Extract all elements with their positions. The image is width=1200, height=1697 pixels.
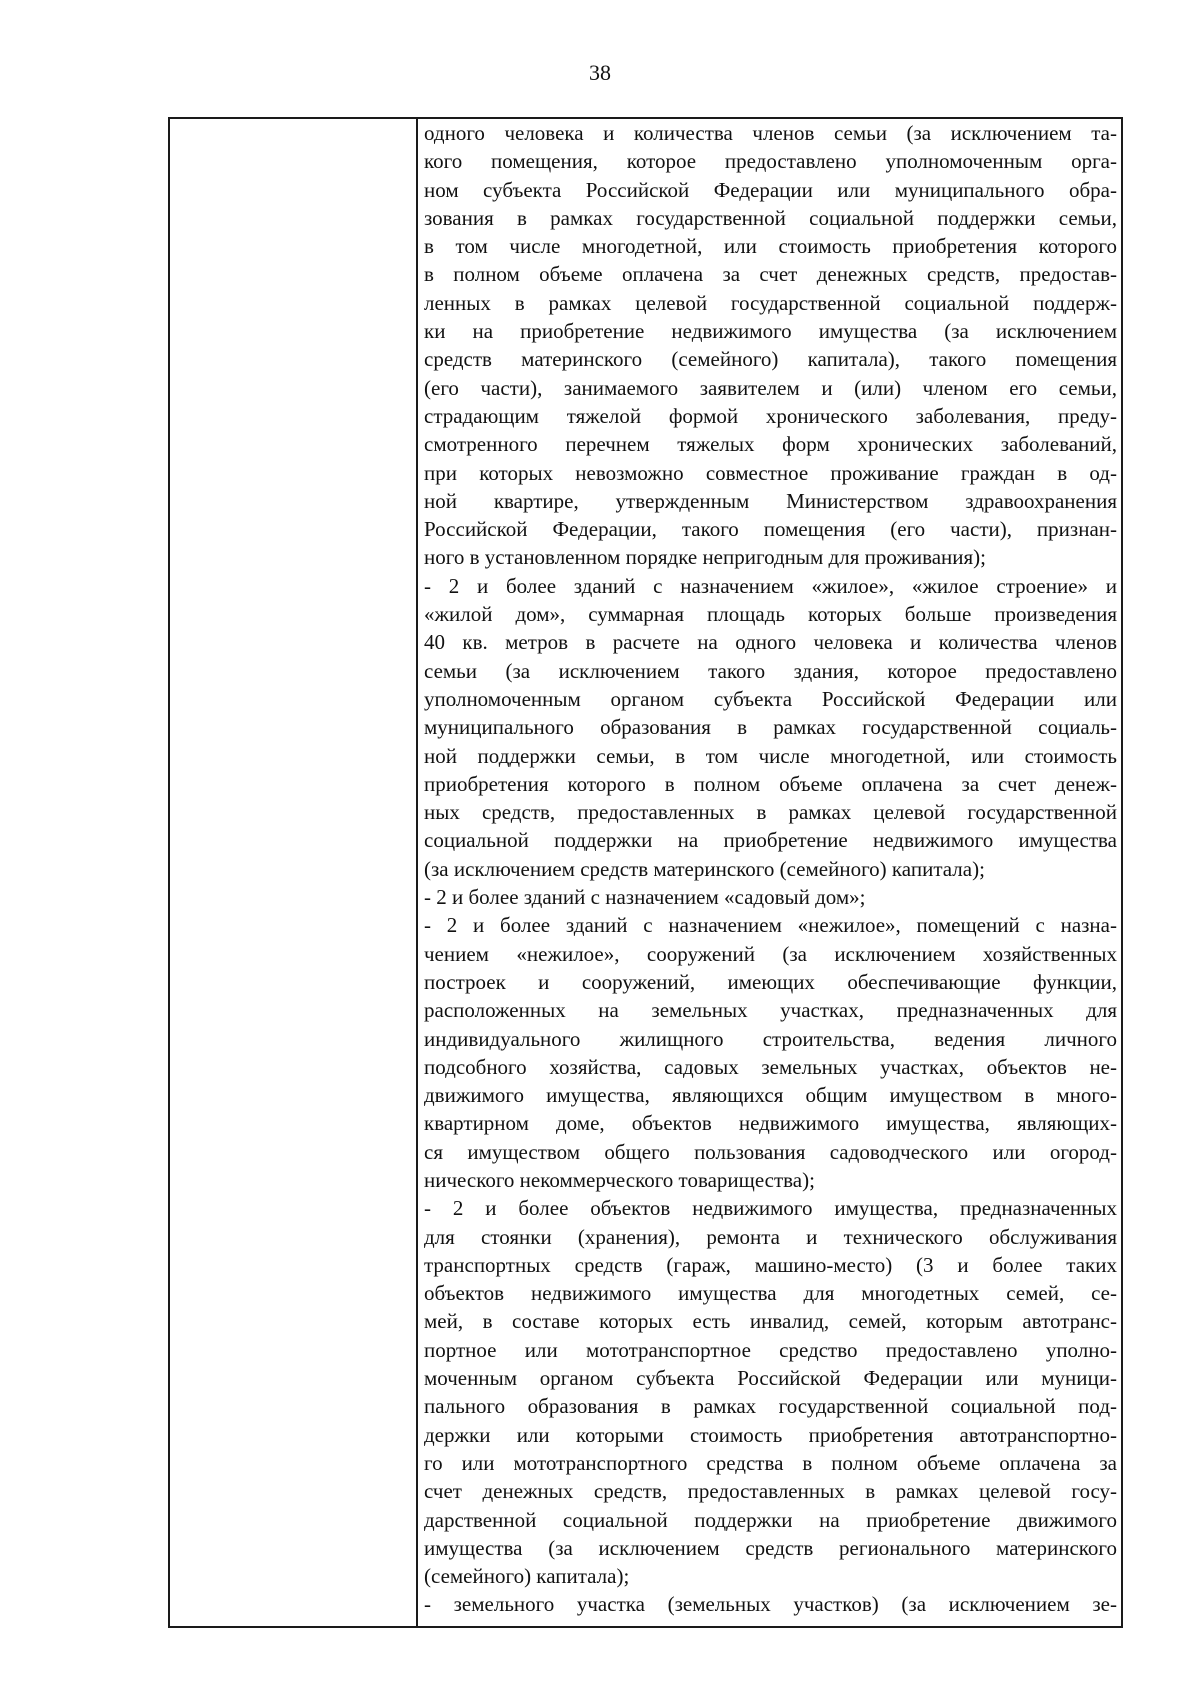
text-line: расположенных на земельных участках, предназначенных для: [424, 998, 1117, 1023]
text-line: моченным органом субъекта Российской Федерации или муници-: [424, 1366, 1117, 1391]
text-line: ном субъекта Российской Федерации или муниципального обра-: [424, 177, 1117, 202]
text-line: чением «нежилое», сооружений (за исключением хозяйственных: [424, 941, 1117, 966]
text-line: (его части), занимаемого заявителем и (или) членом его семьи,: [424, 375, 1117, 400]
text-line: в полном объеме оплачена за счет денежных средств, предостав-: [424, 262, 1117, 287]
text-line: одного человека и количества членов семьи (за исключением та-: [424, 121, 1117, 145]
text-line: семьи (за исключением такого здания, которое предоставлено: [424, 658, 1117, 683]
text-line: (за исключением средств материнского (семейного) капитала);: [424, 856, 985, 881]
text-line: в том числе многодетной, или стоимость приобретения которого: [424, 234, 1117, 259]
text-line: ной поддержки семьи, в том числе многодетной, или стоимость: [424, 743, 1117, 768]
text-line: - 2 и более зданий с назначением «жилое», «жилое строение» и: [424, 573, 1117, 598]
text-line: индивидуального жилищного строительства, ведения личного: [424, 1026, 1117, 1051]
text-line: при которых невозможно совместное проживание граждан в од-: [424, 460, 1117, 485]
text-line: зования в рамках государственной социальной поддержки семьи,: [424, 205, 1117, 230]
text-line: построек и сооружений, имеющих обеспечивающие функции,: [424, 969, 1117, 994]
text-line: го или мототранспортного средства в полном объеме оплачена за: [424, 1450, 1117, 1475]
text-line: движимого имущества, являющихся общим имуществом в много-: [424, 1083, 1117, 1108]
document-table: [168, 117, 1123, 1628]
text-line: транспортных средств (гараж, машино-место) (3 и более таких: [424, 1252, 1117, 1277]
text-line: «жилой дом», суммарная площадь которых больше произведения: [424, 602, 1117, 627]
text-line: имущества (за исключением средств регионального материнского: [424, 1535, 1117, 1560]
page-number: 38: [589, 60, 611, 85]
text-line: (семейного) капитала);: [424, 1564, 630, 1589]
text-line: - 2 и более объектов недвижимого имущества, предназначенных: [424, 1196, 1117, 1221]
text-line: ки на приобретение недвижимого имущества (за исключением: [424, 319, 1117, 344]
text-line: дарственной социальной поддержки на приобретение движимого: [424, 1507, 1117, 1532]
text-line: кого помещения, которое предоставлено уполномоченным орга-: [424, 149, 1117, 174]
text-line: квартирном доме, объектов недвижимого имущества, являющих-: [424, 1111, 1117, 1136]
text-line: счет денежных средств, предоставленных в рамках целевой госу-: [424, 1479, 1117, 1504]
text-line: Российской Федерации, такого помещения (его части), признан-: [424, 517, 1117, 542]
text-line: портное или мототранспортное средство предоставлено уполно-: [424, 1337, 1117, 1362]
text-line: ся имуществом общего пользования садоводческого или огород-: [424, 1139, 1117, 1164]
text-line: для стоянки (хранения), ремонта и технического обслуживания: [424, 1224, 1117, 1249]
text-line: уполномоченным органом субъекта Российской Федерации или: [424, 686, 1117, 711]
text-line: - 2 и более зданий с назначением «нежилое», помещений с назна-: [424, 913, 1117, 938]
text-line: - земельного участка (земельных участков) (за исключением зе-: [424, 1592, 1117, 1617]
text-line: социальной поддержки на приобретение недвижимого имущества: [424, 828, 1117, 853]
text-line: пального образования в рамках государственной социальной под-: [424, 1394, 1117, 1419]
text-line: муниципального образования в рамках государственной социаль-: [424, 715, 1117, 740]
text-line: ной квартире, утвержденным Министерством здравоохранения: [424, 488, 1117, 513]
text-line: держки или которыми стоимость приобретения автотранспортно-: [424, 1422, 1117, 1447]
text-line: - 2 и более зданий с назначением «садовый дом»;: [424, 885, 866, 910]
text-line: ленных в рамках целевой государственной социальной поддерж-: [424, 290, 1117, 315]
text-line: подсобного хозяйства, садовых земельных участках, объектов не-: [424, 1054, 1117, 1079]
table-right-cell: [418, 119, 1121, 1626]
text-line: смотренного перечнем тяжелых форм хронических заболеваний,: [424, 432, 1117, 457]
text-line: страдающим тяжелой формой хронического заболевания, преду-: [424, 403, 1117, 428]
text-line: 40 кв. метров в расчете на одного человека и количества членов: [424, 630, 1117, 655]
text-line: ных средств, предоставленных в рамках целевой государственной: [424, 800, 1117, 825]
text-line: мей, в составе которых есть инвалид, семей, которым автотранс-: [424, 1309, 1117, 1334]
text-line: нического некоммерческого товарищества);: [424, 1167, 815, 1192]
table-left-cell: [170, 119, 418, 1626]
text-line: ного в установленном порядке непригодным для проживания);: [424, 545, 986, 570]
text-line: объектов недвижимого имущества для многодетных семей, се-: [424, 1281, 1117, 1306]
text-line: средств материнского (семейного) капитала), такого помещения: [424, 347, 1117, 372]
text-line: приобретения которого в полном объеме оплачена за счет денеж-: [424, 771, 1117, 796]
